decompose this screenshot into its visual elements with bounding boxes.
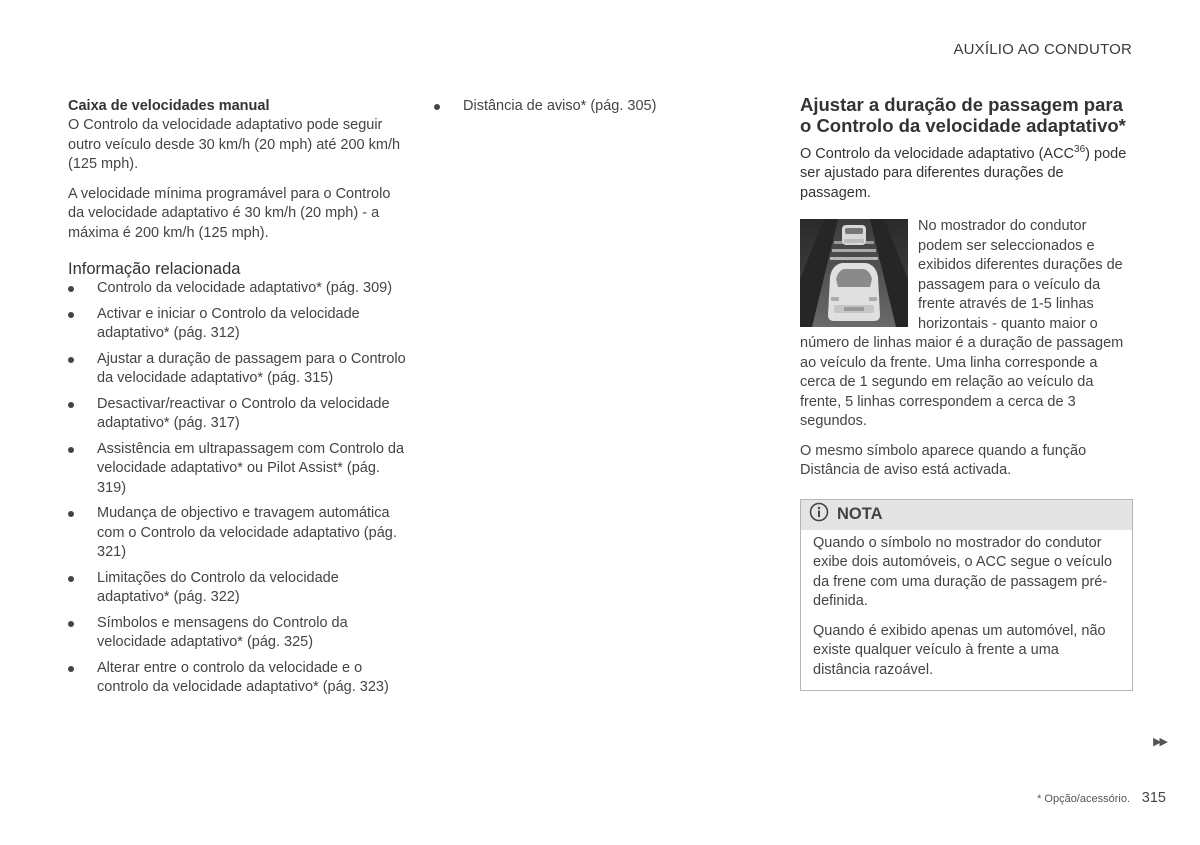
- related-info-list: [68, 279, 408, 698]
- left-column: [68, 97, 408, 704]
- note-box: [800, 499, 1133, 692]
- note-paragraph: Quando é exibido apenas um automóvel, não existe qualquer veículo à frente a uma distância razoável.: [813, 622, 1106, 678]
- list-item[interactable]: Símbolos e mensagens do Controlo da velocidade adaptativo* (pág. 325): [68, 614, 408, 653]
- list-item[interactable]: Assistência em ultrapassagem com Controlo da velocidade adaptativo* ou Pilot Assist* (pág. 319): [68, 440, 408, 499]
- bullet-icon: [68, 576, 74, 582]
- bullet-icon: [68, 286, 74, 292]
- bullet-icon: [68, 621, 74, 627]
- subheading-manual-gearbox: Caixa de velocidades manual: [68, 98, 270, 114]
- bullet-icon: [68, 357, 74, 363]
- section-heading: Ajustar a duração de passagem para o Controlo da velocidade adaptativo*: [800, 94, 1126, 136]
- footnote-ref: 36: [1074, 144, 1086, 155]
- note-body: [801, 530, 1132, 691]
- bullet-icon: [68, 511, 74, 517]
- page-header-title: AUXÍLIO AO CONDUTOR: [953, 41, 1132, 58]
- note-header: [801, 500, 1132, 530]
- note-paragraph: Quando o símbolo no mostrador do condutor exibe dois automóveis, o ACC segue o veículo da frene com uma duração de passagem pré-definida.: [813, 534, 1113, 610]
- list-item[interactable]: Ajustar a duração de passagem para o Controlo da velocidade adaptativo* (pág. 315): [68, 350, 408, 389]
- intro-paragraph: O Controlo da velocidade adaptativo (ACC$^{36}$) pode ser ajustado para diferentes durações de passagem.: [800, 144, 1127, 201]
- bullet-icon: [68, 447, 74, 453]
- footnote-option-accessory: * Opção/acessório.: [1037, 793, 1130, 805]
- page-number: 315: [1141, 790, 1166, 806]
- list-item[interactable]: Mudança de objectivo e travagem automática com o Controlo da velocidade adaptativo (pág. 321): [68, 504, 408, 563]
- note-title: NOTA: [837, 505, 883, 524]
- paragraph: O mesmo símbolo aparece quando a função Distância de aviso está activada.: [800, 442, 1087, 479]
- list-item[interactable]: Alterar entre o controlo da velocidade e o controlo da velocidade adaptativo* (pág. 323): [68, 659, 408, 698]
- bullet-icon: [434, 104, 440, 110]
- driver-display-car-image: [800, 219, 908, 327]
- bullet-icon: [68, 312, 74, 318]
- list-item[interactable]: Distância de aviso* (pág. 305): [434, 97, 754, 117]
- double-arrow-right-icon[interactable]: ▶▶: [1153, 736, 1166, 748]
- paragraph: O Controlo da velocidade adaptativo pode seguir outro veículo desde 30 km/h (20 mph) até 200 km/h (125 mph).: [68, 117, 401, 172]
- paragraph: A velocidade mínima programável para o Controlo da velocidade adaptativo é 30 km/h (20 mph) - a máxima é 200 km/h (125 mph).: [68, 185, 391, 241]
- info-icon: [809, 502, 829, 527]
- paragraph: No mostrador do condutor podem ser seleccionados e exibidos diferentes durações de passagem para o veículo da frente através de 1-5 linhas horizontais - quanto maior o número de linhas maior é a duração de passagem ao veículo da frente. Uma linha corresponde a cerca de 1 segundo em relação ao veículo da frente, 5 linhas correspondem a cerca de 3 segundos.: [800, 218, 1124, 430]
- list-item[interactable]: Desactivar/reactivar o Controlo da velocidade adaptativo* (pág. 317): [68, 395, 408, 434]
- list-item[interactable]: Controlo da velocidade adaptativo* (pág. 309): [68, 279, 408, 299]
- related-info-list-continued: [434, 97, 754, 117]
- bullet-icon: [68, 666, 74, 672]
- right-column: [800, 95, 1133, 691]
- middle-column: [434, 97, 754, 123]
- bullet-icon: [68, 402, 74, 408]
- list-item[interactable]: Limitações do Controlo da velocidade adaptativo* (pág. 322): [68, 569, 408, 608]
- related-info-heading: Informação relacionada: [68, 260, 241, 278]
- list-item[interactable]: Activar e iniciar o Controlo da velocidade adaptativo* (pág. 312): [68, 305, 408, 344]
